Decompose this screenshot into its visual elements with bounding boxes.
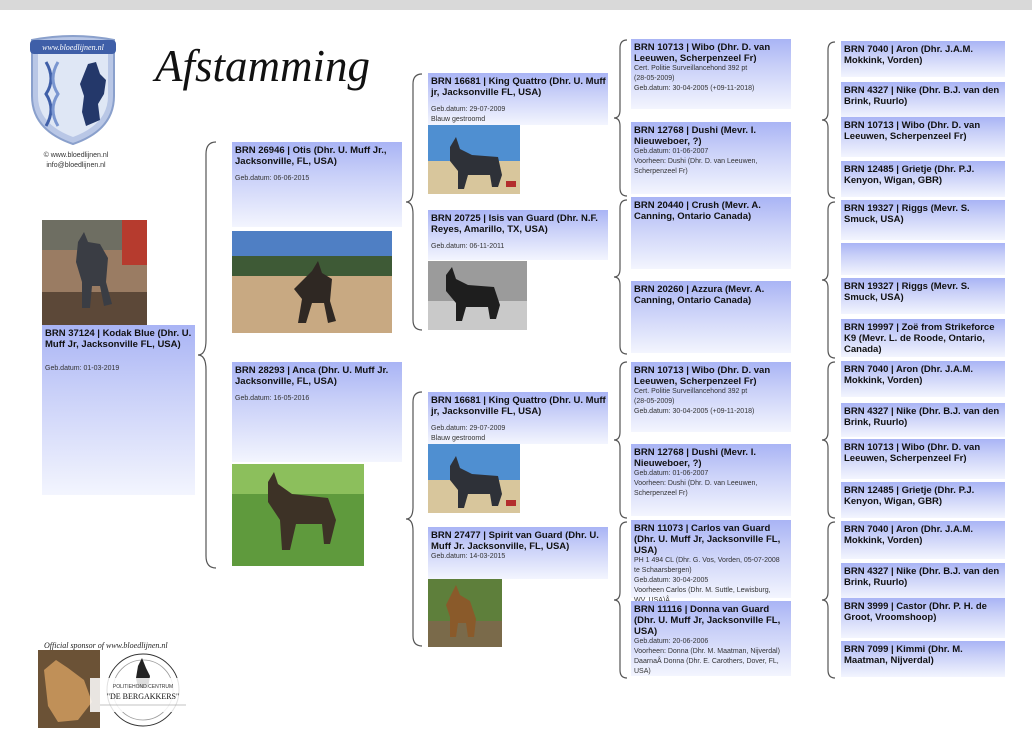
page-title: Afstamming xyxy=(155,41,371,91)
gen4-card[interactable] xyxy=(841,243,1005,275)
grandparent-card[interactable] xyxy=(428,210,608,260)
ancestor-card[interactable] xyxy=(631,444,791,516)
gen4-card[interactable] xyxy=(841,439,1005,479)
gen4-name: BRN 7040 | Aron (Dhr. J.A.M. Mokkink, Vorden) xyxy=(844,364,973,386)
logo-text: www.bloedlijnen.nl xyxy=(42,43,104,52)
subject-card[interactable] xyxy=(42,325,195,495)
ancestor-line: te Schaarsbergen) xyxy=(634,567,692,574)
brace-gen2-upper xyxy=(404,72,426,332)
ancestor-card[interactable] xyxy=(631,601,791,676)
gen4-card[interactable] xyxy=(841,278,1005,314)
gen4-name: BRN 19327 | Riggs (Mevr. S. Smuck, USA) xyxy=(844,281,970,303)
site-url[interactable]: © www.bloedlijnen.nl xyxy=(43,152,109,159)
grandparent-line: Geb.datum: 29-07-2009 xyxy=(431,106,506,113)
gen4-card[interactable] xyxy=(841,641,1005,677)
sponsor-name: "DE BERGAKKERS" xyxy=(106,692,180,701)
grandparent-card[interactable] xyxy=(428,527,608,579)
grandparent-photo xyxy=(428,261,527,330)
top-bar xyxy=(0,0,1032,10)
ancestor-line: USA) xyxy=(634,668,651,675)
grandparent-line: Blauw gestroomd xyxy=(431,435,486,442)
ancestor-name: BRN 11116 | Donna van Guard (Dhr. U. Muff Jr, Jacksonville FL, USA) xyxy=(634,604,781,637)
gen4-name: BRN 10713 | Wibo (Dhr. D. van Leeuwen, Scherpenzeel Fr) xyxy=(844,120,981,142)
gen4-card[interactable] xyxy=(841,161,1005,197)
gen4-card[interactable] xyxy=(841,361,1005,397)
ancestor-name: BRN 10713 | Wibo (Dhr. D. van Leeuwen, Scherpenzeel Fr) xyxy=(634,365,771,387)
ancestor-name: BRN 12768 | Dushi (Mevr. I. Nieuweboer, ?) xyxy=(634,447,756,469)
gen4-name: BRN 4327 | Nike (Dhr. B.J. van den Brink, Ruurlo) xyxy=(844,566,1000,588)
grandparent-line: Geb.datum: 06-11-2011 xyxy=(431,243,505,250)
grandparent-name: BRN 20725 | Isis van Guard (Dhr. N.F. Reyes, Amarillo, TX, USA) xyxy=(431,213,598,235)
parent-name: BRN 26946 | Otis (Dhr. U. Muff Jr., Jacksonville, FL, USA) xyxy=(235,145,387,167)
brace-gen3-1 xyxy=(612,38,630,198)
brace-gen2-lower xyxy=(404,390,426,648)
gen4-name: BRN 10713 | Wibo (Dhr. D. van Leeuwen, Scherpenzeel Fr) xyxy=(844,442,981,464)
gen4-name: BRN 12485 | Grietje (Dhr. P.J. Kenyon, Wigan, GBR) xyxy=(844,164,975,186)
grandparent-line: Blauw gestroomd xyxy=(431,116,486,123)
gen4-card[interactable] xyxy=(841,482,1005,518)
gen4-card[interactable] xyxy=(841,598,1005,638)
gen4-name: BRN 7040 | Aron (Dhr. J.A.M. Mokkink, Vorden) xyxy=(844,44,973,66)
grandparent-name: BRN 27477 | Spirit van Guard (Dhr. U. Muff Jr. Jacksonville, FL, USA) xyxy=(431,530,599,552)
brace-gen4-4 xyxy=(820,520,838,680)
brace-gen3-3 xyxy=(612,360,630,520)
grandparent-photo xyxy=(428,125,520,194)
ancestor-name: BRN 20260 | Azzura (Mevr. A. Canning, Ontario Canada) xyxy=(634,284,765,306)
ancestor-line: Geb.datum: 30-04-2005 xyxy=(634,577,709,584)
brace-gen4-3 xyxy=(820,360,838,520)
site-contact xyxy=(28,151,124,171)
ancestor-line: Voorheen: Dushi (Dhr. D. van Leeuwen, xyxy=(634,158,758,165)
grandparent-name: BRN 16681 | King Quattro (Dhr. U. Muff jr, Jacksonville FL, USA) xyxy=(431,395,606,417)
brace-gen1 xyxy=(196,140,220,570)
brace-gen3-4 xyxy=(612,520,630,680)
ancestor-line: Cert. Politie Surveillancehond 392 pt xyxy=(634,65,748,72)
ancestor-name: BRN 12768 | Dushi (Mevr. I. Nieuweboer, ?) xyxy=(634,125,756,147)
parent-photo xyxy=(232,464,364,566)
gen4-name: BRN 7040 | Aron (Dhr. J.A.M. Mokkink, Vorden) xyxy=(844,524,973,546)
ancestor-line: DaarnaÂ Donna (Dhr. E. Carothers, Dover, FL, xyxy=(634,658,779,665)
gen4-card[interactable] xyxy=(841,200,1005,240)
sponsor-title: Official sponsor of www.bloedlijnen.nl xyxy=(44,641,168,650)
gen4-name: BRN 7099 | Kimmi (Dhr. M. Maatman, Nijverdal) xyxy=(844,644,963,666)
parent-name: BRN 28293 | Anca (Dhr. U. Muff Jr. Jacksonville, FL, USA) xyxy=(235,365,389,387)
ancestor-line: Voorheen Carlos (Dhr. M. Suttle, Lewisburg, xyxy=(634,587,771,594)
parent-line: Geb.datum: 06-06-2015 xyxy=(235,175,310,182)
gen4-card[interactable] xyxy=(841,319,1005,357)
ancestor-name: BRN 11073 | Carlos van Guard (Dhr. U. Muff Jr, Jacksonville FL, USA) xyxy=(634,523,781,556)
ancestor-line: Voorheen: Dushi (Dhr. D. van Leeuwen, xyxy=(634,480,758,487)
parent-line: Geb.datum: 16-05-2016 xyxy=(235,395,310,402)
gen4-card[interactable] xyxy=(841,117,1005,157)
gen4-name: BRN 4327 | Nike (Dhr. B.J. van den Brink, Ruurlo) xyxy=(844,406,1000,428)
gen4-card[interactable] xyxy=(841,403,1005,437)
ancestor-card[interactable] xyxy=(631,122,791,194)
gen4-name: BRN 19327 | Riggs (Mevr. S. Smuck, USA) xyxy=(844,203,970,225)
ancestor-name: BRN 10713 | Wibo (Dhr. D. van Leeuwen, Scherpenzeel Fr) xyxy=(634,42,771,64)
ancestor-name: BRN 20440 | Crush (Mevr. A. Canning, Ontario Canada) xyxy=(634,200,761,222)
parent-card[interactable] xyxy=(232,362,402,462)
brace-gen4-1 xyxy=(820,40,838,200)
grandparent-card[interactable] xyxy=(428,392,608,444)
ancestor-line: Cert. Politie Surveillancehond 392 pt xyxy=(634,388,748,395)
gen4-name: BRN 4327 | Nike (Dhr. B.J. van den Brink, Ruurlo) xyxy=(844,85,1000,107)
grandparent-name: BRN 16681 | King Quattro (Dhr. U. Muff jr, Jacksonville FL, USA) xyxy=(431,76,606,98)
ancestor-line: Geb.datum: 30-04-2005 (+09-11-2018) xyxy=(634,408,755,415)
sponsor-logo[interactable] xyxy=(38,650,188,728)
gen4-name xyxy=(841,243,1005,246)
parent-photo xyxy=(232,231,392,333)
grandparent-photo xyxy=(428,579,502,647)
ancestor-line: Geb.datum: 01-06-2007 xyxy=(634,470,709,477)
ancestor-card[interactable] xyxy=(631,197,791,269)
sponsor-subtitle: POLITIEHOND CENTRUM xyxy=(112,684,174,690)
bloedlijnen-logo[interactable] xyxy=(26,34,120,146)
ancestor-line: Voorheen: Donna (Dhr. M. Maatman, Nijverdal) xyxy=(634,648,780,655)
ancestor-line: Scherpenzeel Fr) xyxy=(634,490,688,497)
ancestor-line: Geb.datum: 01-06-2007 xyxy=(634,148,709,155)
grandparent-photo xyxy=(428,444,520,513)
ancestor-line: Scherpenzeel Fr) xyxy=(634,168,688,175)
ancestor-card[interactable] xyxy=(631,362,791,432)
ancestor-line: (28-05-2009) xyxy=(634,398,675,405)
subject-photo xyxy=(42,220,147,325)
brace-gen4-2 xyxy=(820,200,838,360)
grandparent-line: Geb.datum: 29-07-2009 xyxy=(431,425,506,432)
grandparent-line: Geb.datum: 14-03-2015 xyxy=(431,553,506,560)
gen4-name: BRN 12485 | Grietje (Dhr. P.J. Kenyon, Wigan, GBR) xyxy=(844,485,975,507)
gen4-name: BRN 19997 | Zoë from Strikeforce K9 (Mevr. L. de Roode, Ontario, Canada) xyxy=(844,322,995,355)
ancestor-card[interactable] xyxy=(631,39,791,109)
ancestor-line: PH 1 494 CL (Dhr. G. Vos, Vorden, 05-07-2008 xyxy=(634,557,780,564)
ancestor-card[interactable] xyxy=(631,281,791,353)
ancestor-line: Geb.datum: 20-06-2006 xyxy=(634,638,709,645)
subject-name: BRN 37124 | Kodak Blue (Dhr. U. Muff Jr, Jacksonville FL, USA) xyxy=(45,328,192,350)
brace-gen3-2 xyxy=(612,198,630,356)
parent-card[interactable] xyxy=(232,142,402,227)
gen4-card[interactable] xyxy=(841,563,1005,599)
site-email[interactable]: info@bloedlijnen.nl xyxy=(46,162,106,169)
grandparent-card[interactable] xyxy=(428,73,608,125)
gen4-card[interactable] xyxy=(841,521,1005,559)
gen4-name: BRN 3999 | Castor (Dhr. P. H. de Groot, Vroomshoop) xyxy=(844,601,987,623)
ancestor-card[interactable] xyxy=(631,520,791,598)
subject-line: Geb.datum: 01-03-2019 xyxy=(45,365,120,372)
gen4-card[interactable] xyxy=(841,82,1005,118)
gen4-card[interactable] xyxy=(841,41,1005,77)
ancestor-line: (28-05-2009) xyxy=(634,75,675,82)
ancestor-line: Geb.datum: 30-04-2005 (+09-11-2018) xyxy=(634,85,755,92)
